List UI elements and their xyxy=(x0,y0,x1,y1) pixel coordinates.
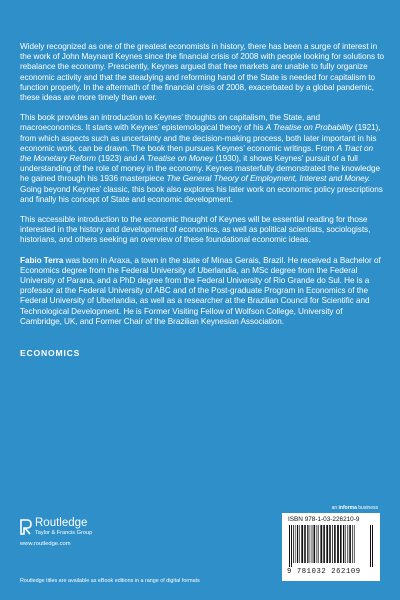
barcode-bar xyxy=(314,525,316,563)
barcode-bar xyxy=(334,525,336,563)
blurb-text-span: Going beyond Keynes’ classic, this book also explores his later work on economic policy prescriptions and finally his concept of State and economic development. xyxy=(20,184,383,204)
barcode-bar xyxy=(297,525,298,563)
routledge-logo-icon xyxy=(20,519,32,535)
barcode-bar xyxy=(301,525,303,563)
barcode-bar xyxy=(345,525,346,563)
barcode-bar xyxy=(329,525,331,563)
barcode-bar xyxy=(340,525,342,563)
barcode-bar xyxy=(326,525,328,563)
publisher-url: www.routledge.com xyxy=(20,541,71,547)
barcode-bar xyxy=(318,525,319,563)
book-title-tract-monetary-reform: A Tract on the Monetary Reform xyxy=(20,143,374,164)
author-bio-text: was born in Araxa, a town in the state of Minas Gerais, Brazil. He received a Bachelor of Economics degree from the Federal University of Uberlandia, an MSc degree from the Federal University of Parana, and a PhD degree from the Federal University of Rio Grande do Sul. He is a professor at the Federal University of ABC and of the Post-graduate Program in Economics of the Federal University of Uberlandia, as well as a researcher at the Brazilian Council for Scientific and Technological Development. He is Former Visiting Fellow of Wolfson College, University of Cambridge, UK, and Former Chair of the Brazilian Keynesian Association. xyxy=(20,255,381,326)
blurb-text-span: (1923) and xyxy=(95,154,140,164)
blurb-text xyxy=(20,42,384,337)
barcode-bar xyxy=(372,525,373,567)
publisher-name: Routledge xyxy=(35,517,88,529)
barcode-bar xyxy=(310,525,311,563)
informa-brand: informa xyxy=(338,505,357,511)
barcode-bar xyxy=(320,525,322,563)
blurb-paragraph-2 xyxy=(20,113,384,205)
author-bio xyxy=(20,256,384,327)
blurb-paragraph-1: Widely recognized as one of the greatest economists in history, there has been a surge of interest in the work of John Maynard Keynes since the financial crisis of 2008 with people looking for solutions to rebalance the economy. Presciently, Keynes argued that free markets are unable to fully organize economic activity and that the steadying and reforming hand of the State is needed for capitalism to function properly. In the aftermath of the financial crisis of 2008, exacerbated by a global pandemic, these ideas are more timely than ever. xyxy=(20,42,384,103)
informa-prefix: an xyxy=(331,505,339,511)
barcode-bar xyxy=(295,525,296,563)
barcode-bar xyxy=(337,525,339,563)
book-title-treatise-probability: A Treatise on Probability xyxy=(265,123,353,133)
barcode-bar xyxy=(354,525,355,563)
barcode-bar xyxy=(299,525,300,563)
barcode-bar xyxy=(307,525,308,563)
barcode-bar xyxy=(289,525,290,567)
barcode-bar xyxy=(347,525,348,563)
publisher-group: Taylor & Francis Group xyxy=(35,530,93,536)
book-title-general-theory: The General Theory of Employment, Interest and Money. xyxy=(166,174,371,184)
blurb-paragraph-3: This accessible introduction to the economic thought of Keynes will be essential reading for those interested in the history and development of economics, as well as political scientists, sociologists, historians, and others seeking an overview of these foundational economic ideas. xyxy=(20,215,371,245)
blurb-text-span: (1921), from which aspects such as uncertainty and the decision-making process, both later important in his economic work, can be drawn. The book then pursues Keynes’ economic writings. From xyxy=(20,123,381,153)
subject-category: ECONOMICS xyxy=(20,348,81,358)
barcode-bar xyxy=(332,525,333,563)
barcode-bar xyxy=(312,525,313,563)
informa-suffix: business xyxy=(356,505,378,511)
blurb-text-span: This book provides an introduction to Keynes’ thoughts on capitalism, the State, and macroeconomics. It starts with Keynes’ epistemological theory of his xyxy=(20,113,320,133)
author-name: Fabio Terra xyxy=(20,255,64,265)
book-title-treatise-money: A Treatise on Money xyxy=(139,154,214,164)
barcode-bar xyxy=(317,525,318,563)
barcode-bars xyxy=(288,525,374,567)
barcode-bar xyxy=(349,525,351,563)
isbn-number: ISBN 978-1-03-226210-9 xyxy=(288,516,360,523)
blurb-text-span: (1930), it shows Keynes’ pursuit of a full understanding of the role of money in the economy. Keynes masterfully demonstrated the knowledge he gained through his 1936 masterpiece xyxy=(20,154,381,184)
barcode-bar xyxy=(323,525,325,563)
isbn-barcode xyxy=(282,513,380,581)
ebook-note: Routledge titles are available as eBook editions in a range of digital formats xyxy=(20,578,200,584)
barcode-bar xyxy=(370,525,371,567)
barcode-bar xyxy=(293,525,294,563)
barcode-digits: 9 781032 262109 xyxy=(287,568,361,576)
informa-tagline xyxy=(332,505,378,511)
barcode-bar xyxy=(304,525,306,563)
barcode-bar xyxy=(291,525,292,567)
barcode-bar xyxy=(343,525,344,563)
barcode-bar xyxy=(352,525,353,563)
